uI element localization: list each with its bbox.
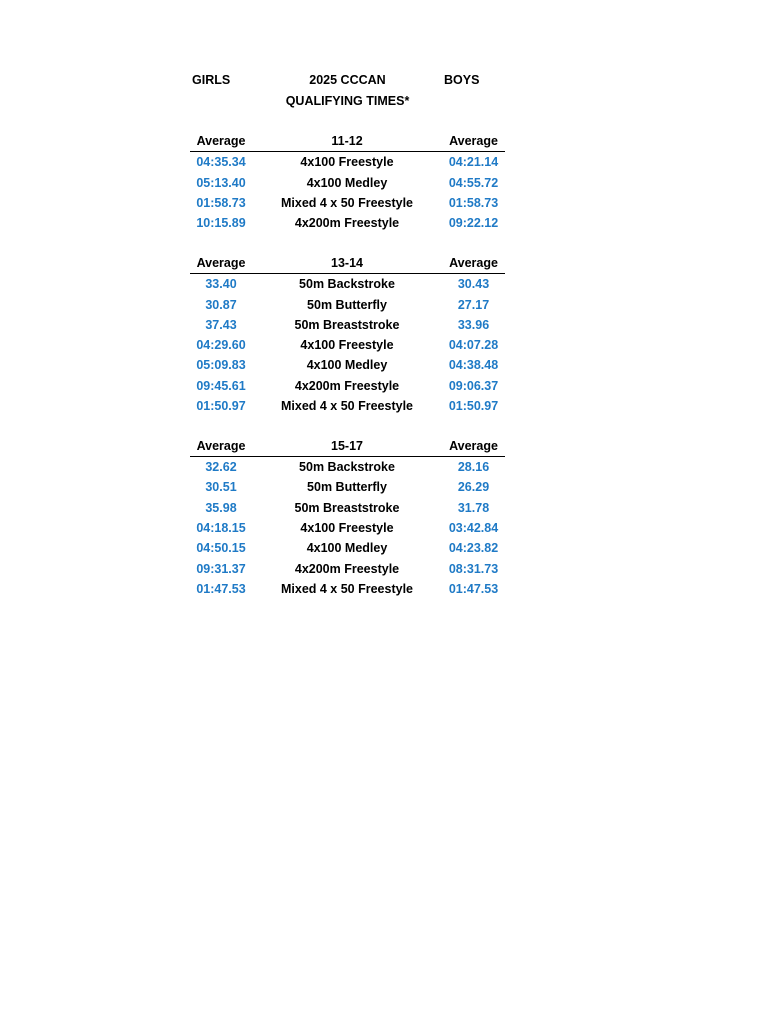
table-row (190, 396, 505, 416)
boys-time: 33.96 (457, 317, 490, 332)
girls-average-heading: Average (196, 438, 246, 453)
event-name: 50m Butterfly (307, 480, 387, 495)
event-name: 50m Backstroke (299, 460, 395, 475)
girls-time: 04:29.60 (196, 338, 246, 353)
girls-time: 10:15.89 (196, 216, 246, 231)
boys-time: 01:50.97 (448, 399, 499, 414)
age-group-label: 11-12 (331, 134, 363, 148)
girls-average-heading: Average (196, 134, 246, 148)
boys-time: 01:58.73 (448, 195, 499, 210)
event-name: 4x200m Freestyle (294, 378, 400, 393)
girls-time: 30.51 (205, 480, 237, 495)
girls-time: 01:50.97 (196, 399, 246, 414)
title-line-1: 2025 CCCAN (309, 73, 386, 87)
boys-time: 04:21.14 (448, 155, 499, 170)
table-row (190, 477, 505, 497)
title-line-2: QUALIFYING TIMES* (285, 93, 410, 108)
table-row (190, 498, 505, 518)
section-header-row (190, 254, 505, 274)
table-row (190, 193, 505, 213)
event-name: 50m Breaststroke (294, 500, 400, 515)
girls-time: 04:35.34 (196, 155, 246, 170)
girls-time: 05:09.83 (196, 358, 246, 373)
table-row (190, 538, 505, 558)
girls-time: 01:58.73 (196, 195, 246, 210)
boys-average-heading: Average (449, 255, 498, 270)
event-name: 50m Backstroke (299, 277, 395, 292)
boys-time: 04:55.72 (448, 175, 499, 190)
age-group-label: 13-14 (331, 255, 363, 270)
section-header-row (190, 132, 505, 152)
boys-time: 31.78 (457, 500, 490, 515)
girls-time: 04:18.15 (196, 521, 246, 536)
table-row (190, 559, 505, 579)
table-row (190, 213, 505, 233)
table-row (190, 152, 505, 172)
girls-heading: GIRLS (192, 73, 231, 87)
girls-time: 30.87 (205, 297, 237, 312)
document-title (275, 72, 420, 108)
age-group-section (190, 437, 505, 599)
boys-heading: BOYS (444, 73, 480, 87)
boys-time: 04:07.28 (448, 338, 499, 353)
qualifying-times-table (190, 132, 505, 620)
section-header-row (190, 437, 505, 457)
boys-time: 30.43 (457, 277, 490, 292)
boys-time: 09:06.37 (448, 378, 499, 393)
table-row (190, 355, 505, 375)
table-row (190, 579, 505, 599)
girls-time: 09:31.37 (196, 561, 246, 576)
boys-time: 04:23.82 (448, 541, 499, 556)
age-group-section (190, 254, 505, 416)
table-row (190, 518, 505, 538)
girls-time: 33.40 (205, 277, 237, 292)
boys-time: 28.16 (457, 460, 490, 475)
table-row (190, 274, 505, 294)
girls-time: 32.62 (205, 460, 237, 475)
girls-time: 05:13.40 (196, 175, 246, 190)
girls-time: 04:50.15 (196, 541, 246, 556)
event-name: 4x100 Freestyle (300, 338, 394, 353)
event-name: 50m Breaststroke (294, 317, 400, 332)
event-name: Mixed 4 x 50 Freestyle (280, 195, 414, 210)
boys-time: 09:22.12 (448, 216, 499, 231)
table-row (190, 376, 505, 396)
event-name: 50m Butterfly (307, 297, 387, 312)
boys-average-heading: Average (449, 134, 498, 148)
table-row (190, 335, 505, 355)
event-name: 4x100 Medley (306, 175, 388, 190)
event-name: 4x200m Freestyle (294, 561, 400, 576)
girls-time: 09:45.61 (196, 378, 246, 393)
event-name: 4x100 Medley (306, 358, 388, 373)
girls-time: 35.98 (205, 500, 237, 515)
event-name: Mixed 4 x 50 Freestyle (280, 581, 414, 596)
girls-time: 37.43 (205, 317, 237, 332)
girls-average-heading: Average (196, 255, 246, 270)
event-name: 4x100 Freestyle (300, 155, 394, 170)
girls-time: 01:47.53 (196, 581, 246, 596)
boys-time: 01:47.53 (448, 581, 499, 596)
boys-time: 27.17 (457, 297, 490, 312)
event-name: 4x100 Freestyle (300, 521, 394, 536)
boys-time: 04:38.48 (448, 358, 499, 373)
age-group-label: 15-17 (331, 438, 363, 453)
table-row (190, 295, 505, 315)
boys-average-heading: Average (449, 438, 498, 453)
table-row (190, 173, 505, 193)
event-name: 4x100 Medley (306, 541, 388, 556)
table-row (190, 457, 505, 477)
event-name: Mixed 4 x 50 Freestyle (280, 399, 414, 414)
age-group-section (190, 132, 505, 233)
boys-time: 26.29 (457, 480, 490, 495)
boys-time: 08:31.73 (448, 561, 499, 576)
table-row (190, 315, 505, 335)
event-name: 4x200m Freestyle (294, 216, 400, 231)
boys-time: 03:42.84 (448, 521, 499, 536)
